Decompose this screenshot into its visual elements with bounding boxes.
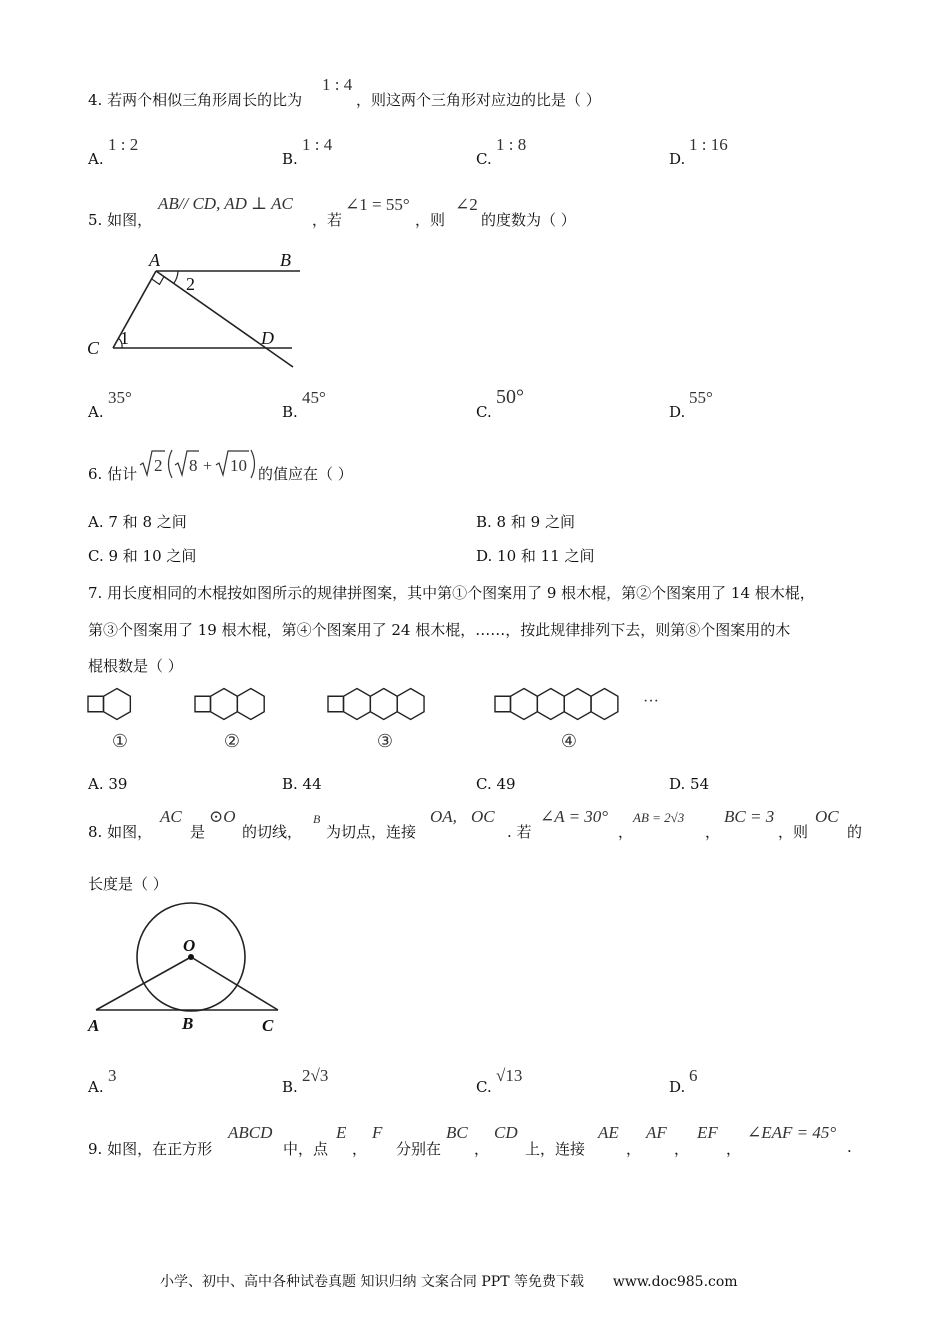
q8-option-a-value: 3 — [108, 1066, 117, 1085]
q8-angle: ∠A = 30° — [540, 807, 609, 826]
label-b: B — [280, 250, 291, 270]
left-paren — [169, 450, 173, 478]
stick-patterns — [88, 689, 618, 720]
pattern-3-square — [328, 696, 344, 712]
right-paren — [251, 450, 255, 478]
label-a: A — [149, 250, 160, 270]
q8-comma-2: ， — [705, 823, 721, 841]
q4-option-b-letter: B. — [282, 150, 298, 168]
q5-option-b-letter: B. — [282, 403, 298, 421]
q4-option-c-letter: C. — [476, 150, 492, 168]
pattern-label-2: ② — [223, 731, 241, 751]
q8-option-a-letter: A. — [88, 1078, 104, 1096]
q4-option-a-letter: A. — [88, 150, 104, 168]
q7-line1: 7. 用长度相同的木棍按如图所示的规律拼图案，其中第①个图案用了 9 根木棍，第②个图案用了 14 根木棍， — [88, 584, 815, 602]
pattern-4-square — [495, 696, 511, 712]
q9-stem-a: 9. 如图，在正方形 — [88, 1140, 213, 1158]
q4-stem-b: ，则这两个三角形对应边的比是（ ） — [356, 91, 601, 109]
q5-option-b-value: 45° — [302, 388, 326, 407]
page-footer — [160, 1271, 738, 1291]
q6-option-c: C. 9 和 10 之间 — [88, 547, 197, 565]
right-angle-mark — [152, 277, 164, 285]
pattern-label-4: ④ — [560, 731, 578, 751]
q9-angle: ∠EAF = 45° — [747, 1123, 837, 1142]
sqrt-8-value: 8 — [189, 456, 198, 475]
q9-cd: CD — [494, 1123, 518, 1142]
q5-figure — [80, 245, 320, 375]
pattern-label-1: ① — [111, 731, 129, 751]
sqrt-10-value: 10 — [230, 456, 247, 475]
q5-stem-d: 的度数为（ ） — [481, 211, 576, 229]
footer-url[interactable]: www.doc985.com — [612, 1274, 738, 1290]
pattern-3-hexagon-3 — [397, 689, 424, 720]
q7-patterns — [80, 680, 680, 760]
q8-stem-e: . 若 — [507, 823, 532, 841]
q5-stem-b: ，若 — [312, 211, 343, 229]
q8-option-c-letter: C. — [476, 1078, 492, 1096]
q5-option-d-letter: D. — [669, 403, 686, 421]
q9-af: AF — [646, 1123, 667, 1142]
q5-option-c-letter: C. — [476, 403, 492, 421]
q5-option-d-value: 55° — [689, 388, 713, 407]
label-d: D — [261, 328, 274, 348]
q6-option-a: A. 7 和 8 之间 — [88, 513, 187, 531]
q9-ae: AE — [598, 1123, 619, 1142]
q9-ef: EF — [697, 1123, 718, 1142]
footer-text: 小学、初中、高中各种试卷真题 知识归纳 文案合同 PPT 等免费下载 — [160, 1274, 584, 1290]
q8-ac: AC — [160, 807, 182, 826]
pattern-label-3: ③ — [376, 731, 394, 751]
q5-stem-a: 5. 如图， — [88, 211, 153, 229]
q9-comma-4: ， — [674, 1140, 690, 1158]
q8-line2: 长度是（ ） — [88, 875, 168, 893]
q8-oc: OC — [471, 807, 495, 826]
q6-option-d: D. 10 和 11 之间 — [476, 547, 595, 565]
pattern-3-hexagon-1 — [344, 689, 371, 720]
q8-oc2: OC — [815, 807, 839, 826]
q9-comma-5: ， — [726, 1140, 742, 1158]
line-oa — [96, 957, 191, 1010]
pattern-1-hexagon-1 — [104, 689, 131, 720]
label-c: C — [262, 1016, 274, 1035]
q7-option-c: C. 49 — [476, 775, 516, 793]
label-2: 2 — [186, 274, 195, 294]
q4-option-d-letter: D. — [669, 150, 686, 168]
plus-sign: + — [203, 458, 213, 475]
q6-stem-b: 的值应在（ ） — [258, 465, 353, 483]
q8-option-b-letter: B. — [282, 1078, 298, 1096]
q5-option-c-value: 50° — [496, 386, 524, 408]
q9-stem-b: 中，点 — [283, 1140, 329, 1158]
q9-comma-2: ， — [474, 1140, 490, 1158]
pattern-ellipsis: ··· — [643, 693, 659, 710]
q4-option-c-value: 1 : 8 — [496, 135, 527, 154]
label-c: C — [87, 338, 100, 358]
q8-circle: ⊙O — [209, 807, 236, 826]
pattern-2-hexagon-1 — [211, 689, 238, 720]
q4-ratio: 1 : 4 — [322, 75, 353, 94]
pattern-4-hexagon-3 — [564, 689, 591, 720]
q9-stem-d: 上，连接 — [525, 1140, 586, 1158]
q8-stem-b: 是 — [190, 823, 206, 841]
pattern-2-square — [195, 696, 211, 712]
q9-bc: BC — [446, 1123, 468, 1142]
line-ad — [156, 271, 293, 367]
q4-stem-a: 4. 若两个相似三角形周长的比为 — [88, 91, 303, 109]
q9-abcd: ABCD — [228, 1123, 273, 1142]
pattern-3-hexagon-2 — [370, 689, 397, 720]
q9-stem-c: 分别在 — [396, 1140, 442, 1158]
q8-figure — [82, 900, 292, 1040]
q9-end: . — [847, 1138, 852, 1156]
q8-ab: AB = 2√3 — [633, 810, 685, 825]
q8-bc: BC = 3 — [724, 807, 775, 826]
q4-option-b-value: 1 : 4 — [302, 135, 333, 154]
q7-line3: 棍根数是（ ） — [88, 657, 183, 675]
q6-stem-a: 6. 估计 — [88, 465, 138, 483]
q4-option-d-value: 1 : 16 — [689, 135, 728, 154]
q8-stem-a: 8. 如图， — [88, 823, 153, 841]
q5-condition: AB// CD, AD ⊥ AC — [158, 194, 293, 213]
pattern-4-hexagon-2 — [537, 689, 564, 720]
label-a: A — [88, 1016, 100, 1035]
q8-stem-c: 的切线， — [242, 823, 303, 841]
label-b: B — [182, 1014, 194, 1033]
angle-2-arc — [174, 271, 178, 283]
q8-option-d-value: 6 — [689, 1066, 698, 1085]
q8-option-d-letter: D. — [669, 1078, 686, 1096]
q9-f: F — [372, 1123, 383, 1142]
q8-oa: OA, — [430, 807, 457, 826]
label-1: 1 — [120, 328, 129, 348]
q9-comma-1: ， — [352, 1140, 368, 1158]
q7-option-d: D. 54 — [669, 775, 710, 793]
pattern-1-square — [88, 696, 104, 712]
label-o: O — [183, 936, 196, 955]
q8-stem-f: ，则 — [778, 823, 809, 841]
pattern-4-hexagon-1 — [511, 689, 538, 720]
q8-stem-g: 的 — [847, 823, 863, 841]
q4-option-a-value: 1 : 2 — [108, 135, 139, 154]
q7-option-a: A. 39 — [88, 775, 128, 793]
pattern-2-hexagon-2 — [237, 689, 264, 720]
line-oc — [191, 957, 278, 1010]
q5-option-a-value: 35° — [108, 388, 132, 407]
q8-comma-1: ， — [618, 823, 634, 841]
q7-option-b: B. 44 — [282, 775, 322, 793]
q8-b: B — [313, 812, 321, 826]
q6-expression — [136, 448, 258, 482]
q6-option-b: B. 8 和 9 之间 — [476, 513, 575, 531]
q5-angle2: ∠2 — [455, 195, 478, 214]
q8-option-b-value: 2√3 — [302, 1066, 329, 1085]
sqrt-2-value: 2 — [154, 456, 163, 475]
q9-comma-3: ， — [626, 1140, 642, 1158]
q8-option-c-value: √13 — [496, 1066, 523, 1085]
q7-line2: 第③个图案用了 19 根木棍，第④个图案用了 24 根木棍，……，按此规律排列下去，则第⑧个图案用的木 — [88, 621, 791, 639]
q5-stem-c: ，则 — [415, 211, 446, 229]
q5-angle1: ∠1 = 55° — [345, 195, 410, 214]
q5-option-a-letter: A. — [88, 403, 104, 421]
pattern-4-hexagon-4 — [591, 689, 618, 720]
q8-stem-d: 为切点，连接 — [326, 823, 417, 841]
q9-e: E — [336, 1123, 347, 1142]
